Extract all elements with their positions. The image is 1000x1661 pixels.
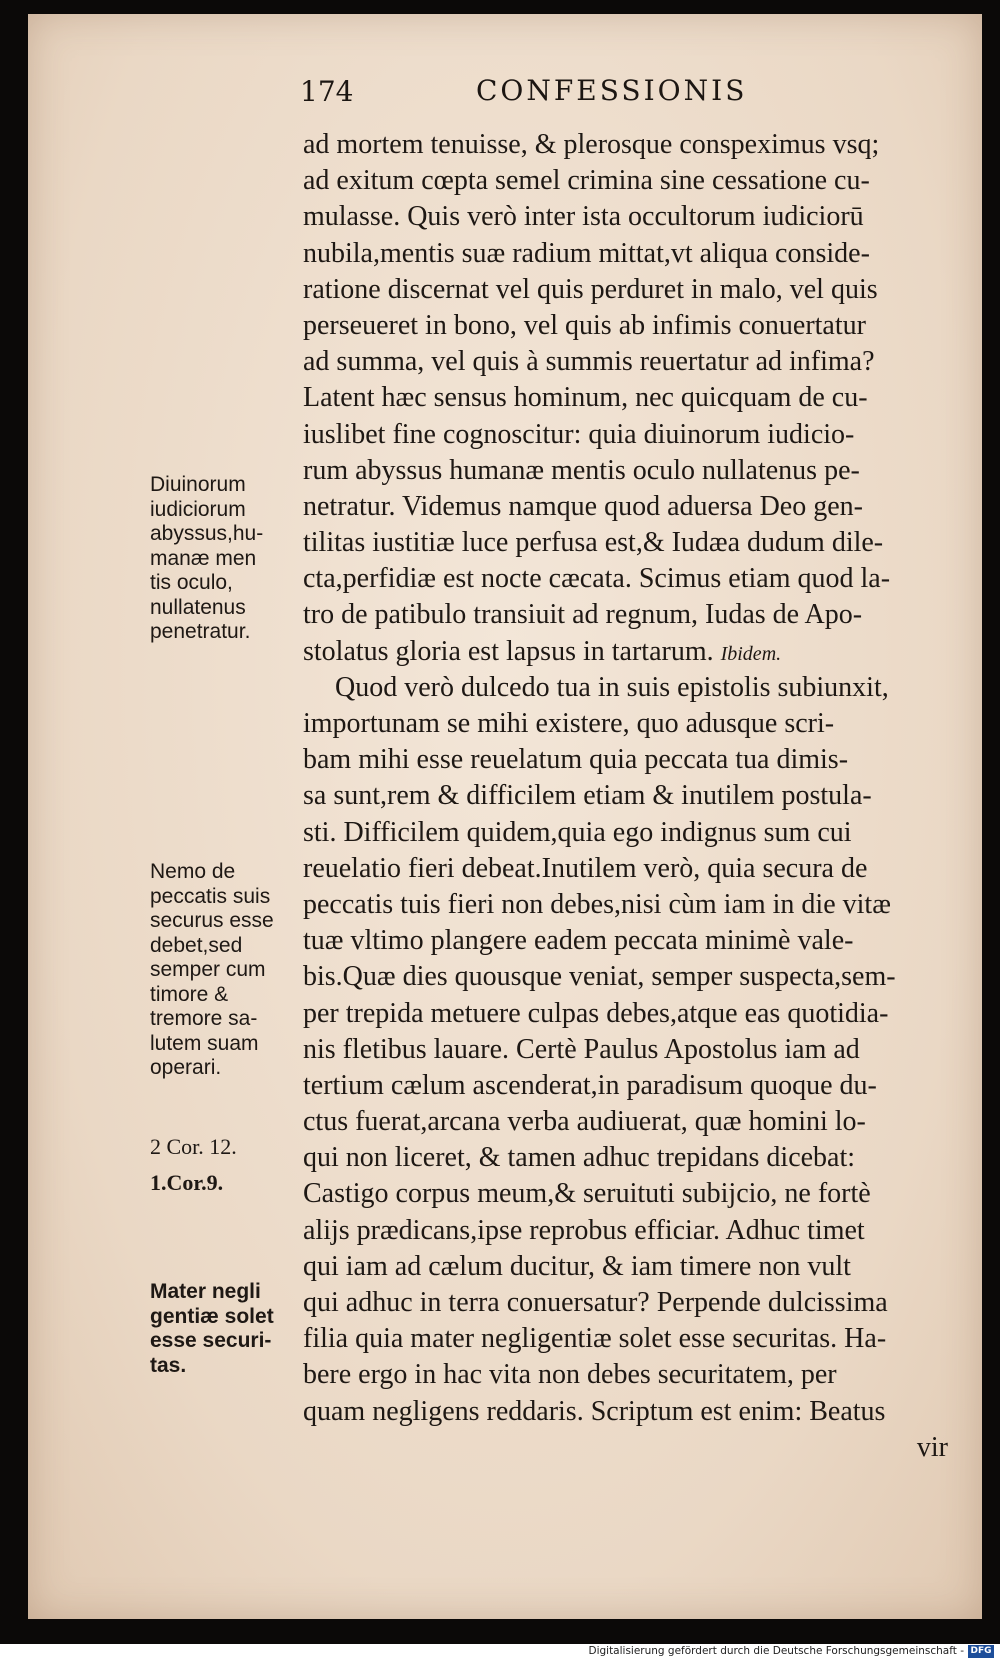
text-line: filia quia mater negligentiæ solet esse securitas. Ha- [303, 1323, 887, 1355]
margin-line: nullatenus [150, 595, 246, 619]
main-text [303, 127, 968, 1466]
text-line: Latent hæc sensus hominum, nec quicquam de cu- [303, 382, 868, 414]
text-line: ad summa, vel quis à summis reuertatur ad infima? [303, 346, 875, 378]
text-line: netratur. Videmus namque quod aduersa Deo gen- [303, 490, 863, 522]
margin-line: Diuinorum [150, 473, 246, 496]
margin-note-nemo-securus [150, 860, 300, 1081]
text-line: alijs prædicans,ipse reprobus efficiar. Adhuc timet [303, 1214, 865, 1246]
margin-line: esse securi- [150, 1329, 272, 1352]
text-line: tertium cælum ascenderat,in paradisum quoque du- [303, 1069, 877, 1101]
scripture-reference: 1.Cor.9. [150, 1170, 224, 1195]
margin-line: tas. [150, 1353, 187, 1377]
text-line: Castigo corpus meum,& seruituti subijcio, ne fortè [303, 1178, 871, 1210]
text-line: per trepida metuere culpas debes,atque eas quotidia- [303, 997, 889, 1029]
margin-line: peccatis suis [150, 884, 271, 908]
margin-line: timore & [150, 982, 229, 1006]
text-line: qui adhuc in terra conuersatur? Perpende dulcissima [303, 1287, 888, 1318]
text-line: bere ergo in hac vita non debes securitatem, per [303, 1359, 837, 1391]
text-line: tro de patibulo transiuit ad regnum, Iudas de Apo- [303, 599, 863, 631]
text-line: rum abyssus humanæ mentis oculo nullatenus pe- [303, 454, 860, 486]
margin-line: lutem suam [150, 1031, 259, 1055]
text-line: nis fletibus lauare. Certè Paulus Apostolus iam ad [303, 1033, 860, 1065]
text-line: sti. Difficilem quidem,quia ego indignus sum cui [303, 816, 852, 848]
margin-note-mater-negligentiae [150, 1280, 300, 1378]
margin-line: tis oculo, [150, 571, 233, 594]
margin-line: penetratur. [150, 620, 251, 643]
funding-notice: Digitalisierung gefördert durch die Deutsche Forschungsgemeinschaft - [588, 1645, 964, 1657]
text-line: nubila,mentis suæ radium mittat,vt aliqua conside- [303, 237, 870, 269]
margin-line: gentiæ solet [150, 1304, 274, 1328]
text-line: ad mortem tenuisse, & plerosque conspeximus vsq; [303, 129, 880, 160]
margin-line: abyssus,hu- [150, 522, 264, 545]
text-line: ratione discernat vel quis perduret in malo, vel quis [303, 273, 878, 305]
margin-note-divine-judgments [150, 473, 300, 645]
text-line: ad exitum cœpta semel crimina sine cessatione cu- [303, 165, 870, 197]
text-line: sa sunt,rem & difficilem etiam & inutilem postula- [303, 780, 872, 812]
running-title: CONFESSIONIS [476, 74, 748, 107]
margin-line: securus esse [150, 909, 274, 932]
text-line: Quod verò dulcedo tua in suis epistolis subiunxit, [335, 671, 889, 703]
page-number: 174 [300, 75, 354, 108]
text-line: iuslibet fine cognoscitur: quia diuinorum iudicio- [303, 418, 855, 450]
text-line: perseueret in bono, vel quis ab infimis conuertatur [303, 309, 866, 341]
dfg-logo: DFG [968, 1645, 994, 1658]
text-line: bis.Quæ dies quousque veniat, semper suspecta,sem- [303, 961, 896, 993]
text-line: cta,perfidiæ est nocte cæcata. Scimus etiam quod la- [303, 563, 891, 595]
text-line: tuæ vltimo plangere eadem peccata minimè vale- [303, 925, 854, 957]
text-line-content: stolatus gloria est lapsus in tartarum. [303, 635, 714, 667]
text-line: qui iam ad cælum ducitur, & iam timere non vult [303, 1250, 851, 1282]
text-line: peccatis tuis fieri non debes,nisi cùm iam in die vitæ [303, 888, 891, 920]
text-line: quam negligens reddaris. Scriptum est enim: Beatus [303, 1395, 886, 1427]
text-line [303, 634, 968, 670]
text-line: qui non liceret, & tamen adhuc trepidans dicebat: [303, 1142, 856, 1174]
text-line: mulasse. Quis verò inter ista occultorum iudiciorū [303, 201, 864, 233]
text-line: importunam se mihi existere, quo adusque scri- [303, 708, 835, 739]
margin-line: debet,sed [150, 933, 243, 957]
text-line: bam mihi esse reuelatum quia peccata tua dimis- [303, 744, 849, 776]
margin-line: tremore sa- [150, 1007, 258, 1030]
source-reference: Ibidem. [720, 642, 782, 665]
margin-line: operari. [150, 1056, 222, 1079]
margin-line: Nemo de [150, 860, 236, 883]
catchword: vir [916, 1431, 948, 1463]
margin-line: Mater negli [150, 1280, 261, 1303]
text-line: tilitas iustitiæ luce perfusa est,& Iudæa dudum dile- [303, 527, 884, 559]
margin-line: iudiciorum [150, 497, 246, 521]
text-line: reuelatio fieri debeat.Inutilem verò, quia secura de [303, 852, 868, 884]
margin-line: manæ men [150, 546, 257, 570]
scripture-reference: 2 Cor. 12. [150, 1134, 237, 1159]
margin-line: semper cum [150, 958, 266, 981]
text-line: ctus fuerat,arcana verba audiuerat, quæ homini lo- [303, 1106, 866, 1138]
